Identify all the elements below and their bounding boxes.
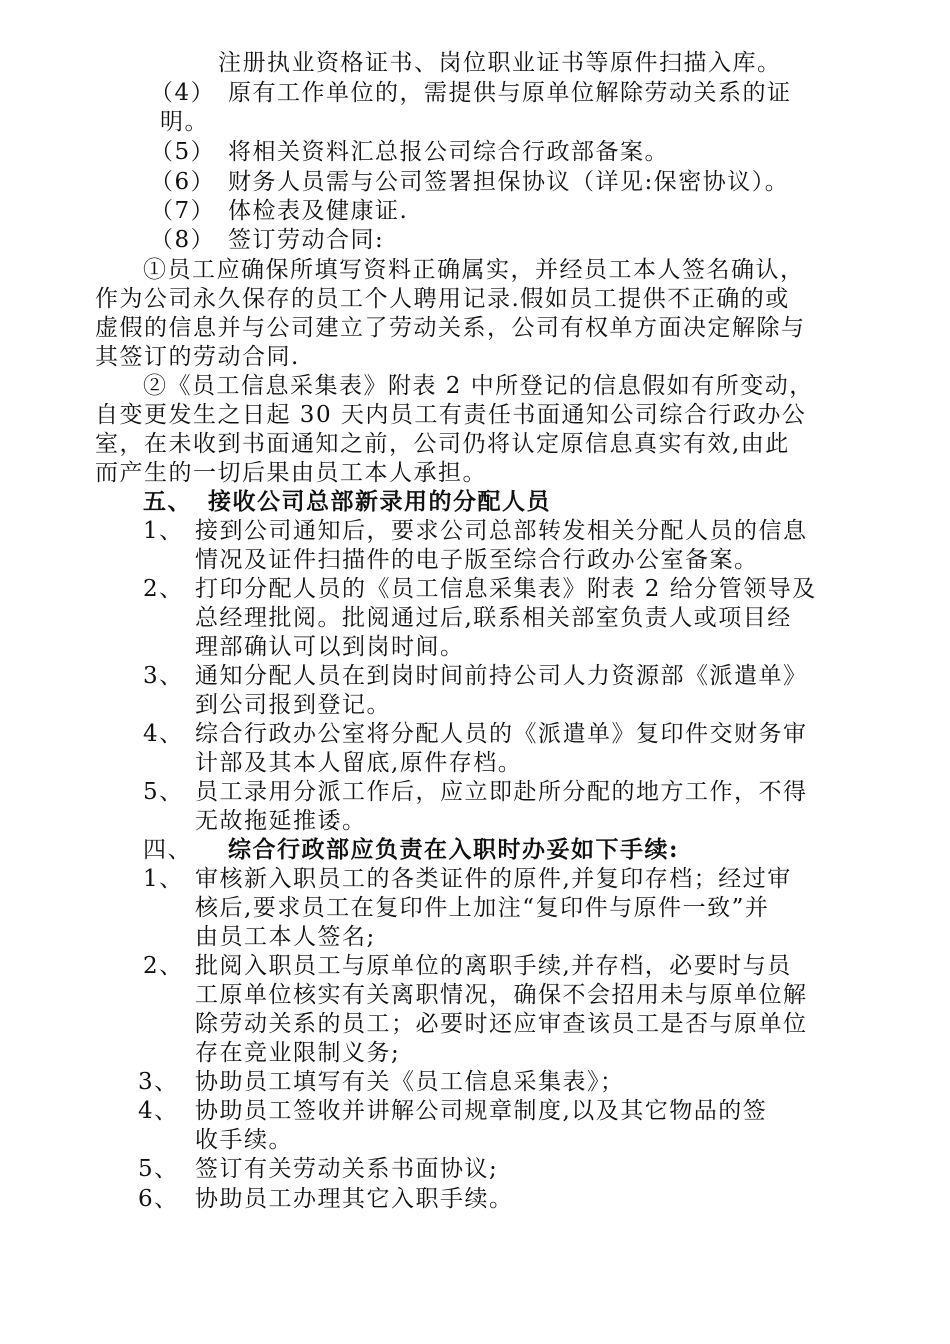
paragraph-line: 室，在未收到书面通知之前，公司仍将认定原信息真实有效,由此 (95, 431, 790, 457)
item-text-line: 明。 (160, 109, 209, 135)
item-text-line: 由员工本人签名; (195, 924, 376, 950)
item-number: （6） (150, 169, 216, 195)
item-number: 4、 (138, 1098, 179, 1124)
item-number: （5） (150, 139, 216, 165)
paragraph-line: ②《员工信息采集表》附表 2 中所登记的信息假如有所变动， (143, 373, 814, 399)
section-number: 四、 (143, 837, 192, 863)
item-text-line: 无故拖延推诿。 (195, 808, 367, 834)
item-text-line: 工原单位核实有关离职情况，确保不会招用未与原单位解 (195, 982, 808, 1008)
paragraph-line: ①员工应确保所填写资料正确属实，并经员工本人签名确认， (143, 257, 805, 283)
item-text-line: 原有工作单位的，需提供与原单位解除劳动关系的证 (228, 80, 792, 106)
item-text-line: 打印分配人员的《员工信息采集表》附表 2 给分管领导及 (195, 576, 817, 602)
item-number: （7） (150, 198, 216, 224)
item-text-line: 存在竞业限制义务; (195, 1040, 401, 1066)
item-text-line: 员工录用分派工作后，应立即赴所分配的地方工作，不得 (195, 779, 808, 805)
item-text-line: 将相关资料汇总报公司综合行政部备案。 (228, 139, 669, 165)
item-text-line: 协助员工填写有关《员工信息采集表》； (195, 1069, 625, 1095)
item-text-line: 协助员工办理其它入职手续。 (195, 1186, 514, 1212)
item-number: 3、 (138, 1069, 179, 1095)
item-text-line: 收手续。 (195, 1127, 293, 1153)
item-text-line: 批阅入职员工与原单位的离职手续,并存档，必要时与员 (195, 953, 792, 979)
item-number: 5、 (143, 779, 184, 805)
continuation-line: 注册执业资格证书、岗位职业证书等原件扫描入库。 (218, 50, 782, 76)
item-text-line: 理部确认可以到岗时间。 (195, 634, 465, 660)
item-number: 6、 (138, 1186, 179, 1212)
item-number: 2、 (143, 953, 184, 979)
item-text-line: 总经理批阅。批阅通过后,联系相关部室负责人或项目经 (195, 605, 792, 631)
item-number: 5、 (138, 1156, 179, 1182)
paragraph-line: 自变更发生之日起 30 天内员工有责任书面通知公司综合行政办公 (95, 402, 807, 428)
item-text-line: 审核新入职员工的各类证件的原件,并复印存档；经过审 (195, 866, 792, 892)
item-text-line: 核后,要求员工在复印件上加注“复印件与原件一致”并 (195, 895, 770, 921)
item-number: 4、 (143, 721, 184, 747)
item-text-line: 签订劳动合同: (228, 227, 385, 253)
item-text-line: 到公司报到登记。 (195, 692, 391, 718)
item-text-line: 协助员工签收并讲解公司规章制度,以及其它物品的签 (195, 1098, 768, 1124)
item-number: （8） (150, 227, 216, 253)
item-text-line: 体检表及健康证. (228, 198, 409, 224)
item-number: 1、 (143, 518, 184, 544)
item-text-line: 接到公司通知后，要求公司总部转发相关分配人员的信息 (195, 518, 808, 544)
section-number: 五、 (143, 488, 192, 515)
item-text-line: 综合行政办公室将分配人员的《派遣单》复印件交财务审 (195, 721, 808, 747)
item-text-line: 计部及其本人留底,原件存档。 (195, 750, 523, 776)
item-text-line: 财务人员需与公司签署担保协议（详见:保密协议）。 (228, 169, 790, 195)
paragraph-line: 而产生的一切后果由员工本人承担。 (95, 460, 487, 486)
item-number: 1、 (143, 866, 184, 892)
section-heading: 综合行政部应负责在入职时办妥如下手续: (228, 836, 679, 863)
paragraph-line: 其签订的劳动合同. (95, 344, 300, 370)
paragraph-line: 虚假的信息并与公司建立了劳动关系，公司有权单方面决定解除与 (95, 315, 806, 341)
item-text-line: 签订有关劳动关系书面协议; (195, 1156, 499, 1182)
section-heading: 接收公司总部新录用的分配人员 (208, 488, 551, 515)
item-number: （4） (150, 80, 216, 106)
item-text-line: 情况及证件扫描件的电子版至综合行政办公室备案。 (195, 547, 759, 573)
item-number: 3、 (143, 663, 184, 689)
paragraph-line: 作为公司永久保存的员工个人聘用记录.假如员工提供不正确的或 (95, 286, 790, 312)
item-text-line: 通知分配人员在到岗时间前持公司人力资源部《派遣单》 (195, 663, 808, 689)
item-number: 2、 (143, 576, 184, 602)
item-text-line: 除劳动关系的员工；必要时还应审查该员工是否与原单位 (195, 1011, 808, 1037)
